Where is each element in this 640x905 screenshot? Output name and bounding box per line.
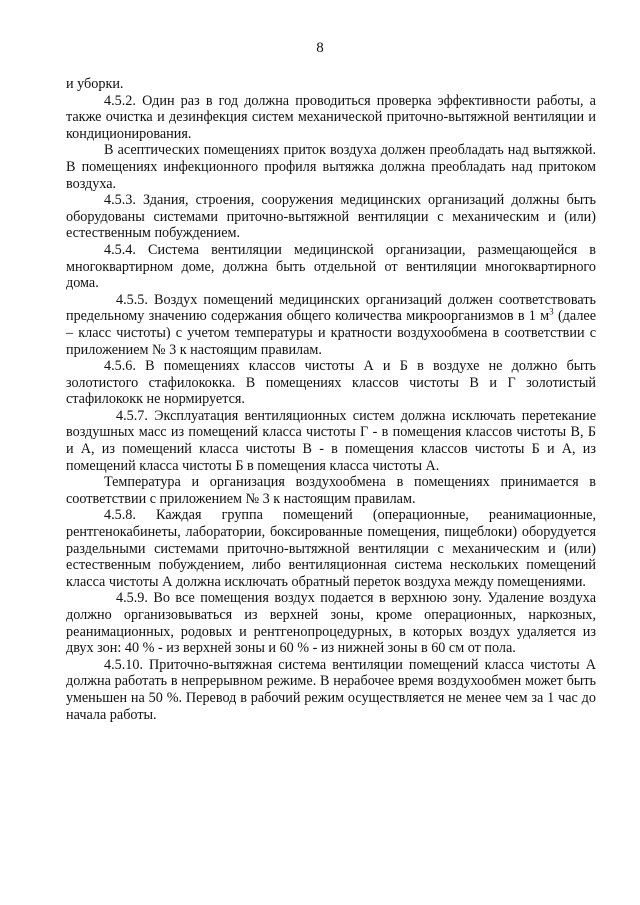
paragraph-4-5-10: 4.5.10. Приточно-вытяжная система вентиляции помещений класса чистоты А должна работать в непрерывном режиме. В нерабочее время воздухообмен может быть уменьшен на 50 %. Перевод в рабочий режим осуществляется не менее чем за 1 час до начала работы. [66, 656, 596, 723]
paragraph-4-5-4: 4.5.4. Система вентиляции медицинской организации, размещающейся в многоквартирном доме, должна быть отдельной от вентиляции многоквартирного дома. [66, 241, 596, 292]
paragraph-4-5-7: 4.5.7. Эксплуатация вентиляционных систем должна исключать перетекание воздушных масс из помещений класса чистоты Г - в помещения классов чистоты В, Б и А, из помещений класса чистоты В - в помещения классов чистоты Б и А, из помещений класса чистоты Б в помещения класса чистоты А. [66, 407, 596, 474]
page-number: 8 [316, 40, 324, 56]
paragraph-continuation: и уборки. [66, 76, 124, 92]
paragraph-4-5-8: 4.5.8. Каждая группа помещений (операционные, реанимационные, рентгенокабинеты, лаборатории, боксированные помещения, пищеблоки) оборудуется раздельными системами приточно-вытяжной вентиляции с механическим и (или) естественным побуждением, либо вентиляционная система нескольких помещений класса чистоты А должна исключать обратный переток воздуха между помещениями. [66, 507, 596, 590]
paragraph-4-5-9: 4.5.9. Во все помещения воздух подается в верхнюю зону. Удаление воздуха должно организовываться из верхней зоны, кроме операционных, наркозных, реанимационных, родовых и рентгенопроцедурных, в которых воздух удаляется из двух зон: 40 % - из верхней зоны и 60 % - из нижней зоны в 60 см от пола. [66, 590, 596, 657]
document-body [66, 76, 596, 723]
paragraph-aseptic: В асептических помещениях приток воздуха должен преобладать над вытяжкой. В помещениях инфекционного профиля вытяжка должна преобладать над притоком воздуха. [66, 142, 596, 192]
paragraph-4-5-5 [66, 292, 596, 358]
paragraph-4-5-2: 4.5.2. Один раз в год должна проводиться проверка эффективности работы, а также очистка и дезинфекция систем механической приточно-вытяжной вентиляции и кондиционирования. [66, 92, 596, 142]
paragraph-4-5-6: 4.5.6. В помещениях классов чистоты А и Б в воздухе не должно быть золотистого стафилококка. В помещениях классов чистоты В и Г золотистый стафилококк не нормируется. [66, 358, 596, 408]
paragraph-4-5-5-text-end: (далее – класс чистоты) с учетом температуры и кратности воздухообмена в соответствии с приложением № 3 к настоящим правилам. [66, 308, 596, 358]
paragraph-4-5-5-text: 4.5.5. Воздух помещений медицинских организаций должен соответствовать предельному значению содержания общего количества микроорганизмов в 1 м [66, 291, 596, 325]
paragraph-4-5-3: 4.5.3. Здания, строения, сооружения медицинских организаций должны быть оборудованы системами приточно-вытяжной вентиляции с механическим и (или) естественным побуждением. [66, 192, 596, 242]
superscript-cubic: 3 [549, 306, 554, 317]
paragraph-temperature: Температура и организация воздухообмена в помещениях принимается в соответствии с приложением № 3 к настоящим правилам. [66, 474, 596, 507]
